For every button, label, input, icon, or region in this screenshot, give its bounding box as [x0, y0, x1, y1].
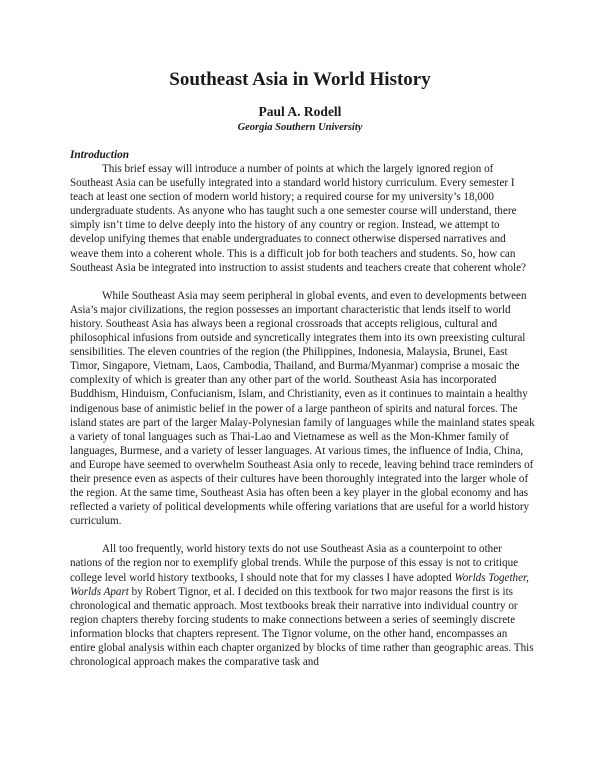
paragraph-3 [70, 542, 535, 669]
section-heading-introduction: Introduction [70, 149, 130, 161]
book-title: Worlds Together, Worlds Apart [70, 571, 529, 598]
body-text [70, 148, 535, 669]
author-affiliation: Georgia Southern University [237, 122, 363, 133]
paragraph-3-lead: All too frequently, world history texts do not use Southeast Asia as a counterpoint to other nations of the region nor to exemplify global trends. While the purpose of this essay is not to critique college level world history textbooks, I should note that for my classes I have adopted [70, 543, 519, 584]
paragraph-1: This brief essay will introduce a number of points at which the largely ignored region of Southeast Asia can be usefully integrated into a standard world history curriculum. Every semester I teach at least one section of modern world history; a required course for my university’s 18,000 undergraduate students. As anyone who has taught such a one semester course will understand, there simply isn’t time to delve deeply into the history of any country or region. Instead, we attempt to develop unifying themes that enable undergraduates to connect otherwise dispersed narratives and weave them into a coherent whole. This is a difficult job for both teachers and students. So, how can Southeast Asia be integrated into instruction to assist students and teachers create that coherent whole? [70, 163, 526, 274]
paragraph-3-rest: by Robert Tignor, et al. I decided on this textbook for two major reasons the first is its chronological and thematic approach. Most textbooks break their narrative into individual country or region chapters thereby forcing students to make connections between a series of seemingly discrete information blocks that chapters represent. The Tignor volume, on the other hand, encompasses an entire global analysis within each chapter organized by blocks of time rather than geographic areas. This chronological approach makes the comparative task and [70, 585, 534, 669]
paper-title: Southeast Asia in World History [169, 69, 431, 90]
author-name: Paul A. Rodell [258, 104, 342, 119]
paragraph-2: While Southeast Asia may seem peripheral in global events, and even to developments between Asia’s major civilizations, the region possesses an important characteristic that lends itself to world history. Southeast Asia has always been a regional crossroads that accepts religious, cultural and philosophical infusions from outside and syncretically integrates them into its own preexisting cultural sensibilities. The eleven countries of the region (the Philippines, Indonesia, Malaysia, Brunei, East Timor, Singapore, Vietnam, Laos, Cambodia, Thailand, and Burma/Myanmar) comprise a mosaic the complexity of which is greater than any other part of the world. Southeast Asia has incorporated Buddhism, Hinduism, Confucianism, Islam, and Christianity, even as it continues to maintain a healthy indigenous base of animistic belief in the power of a large pantheon of spirits and natural forces. The island states are part of the larger Malay-Polynesian family of languages while the mainland states speak a variety of tonal languages such as Thai-Lao and Vietnamese as well as the Mon-Khmer family of languages, Burmese, and a variety of lesser languages. At various times, the influence of India, China, and Europe have seemed to overwhelm Southeast Asia only to recede, leaving behind trace reminders of their presence even as aspects of their cultures have been thoroughly integrated into the larger whole of the region. At the same time, Southeast Asia has often been a key player in the global economy and has reflected a variety of political developments while offering variations that are useful for a world history curriculum. [70, 289, 535, 528]
